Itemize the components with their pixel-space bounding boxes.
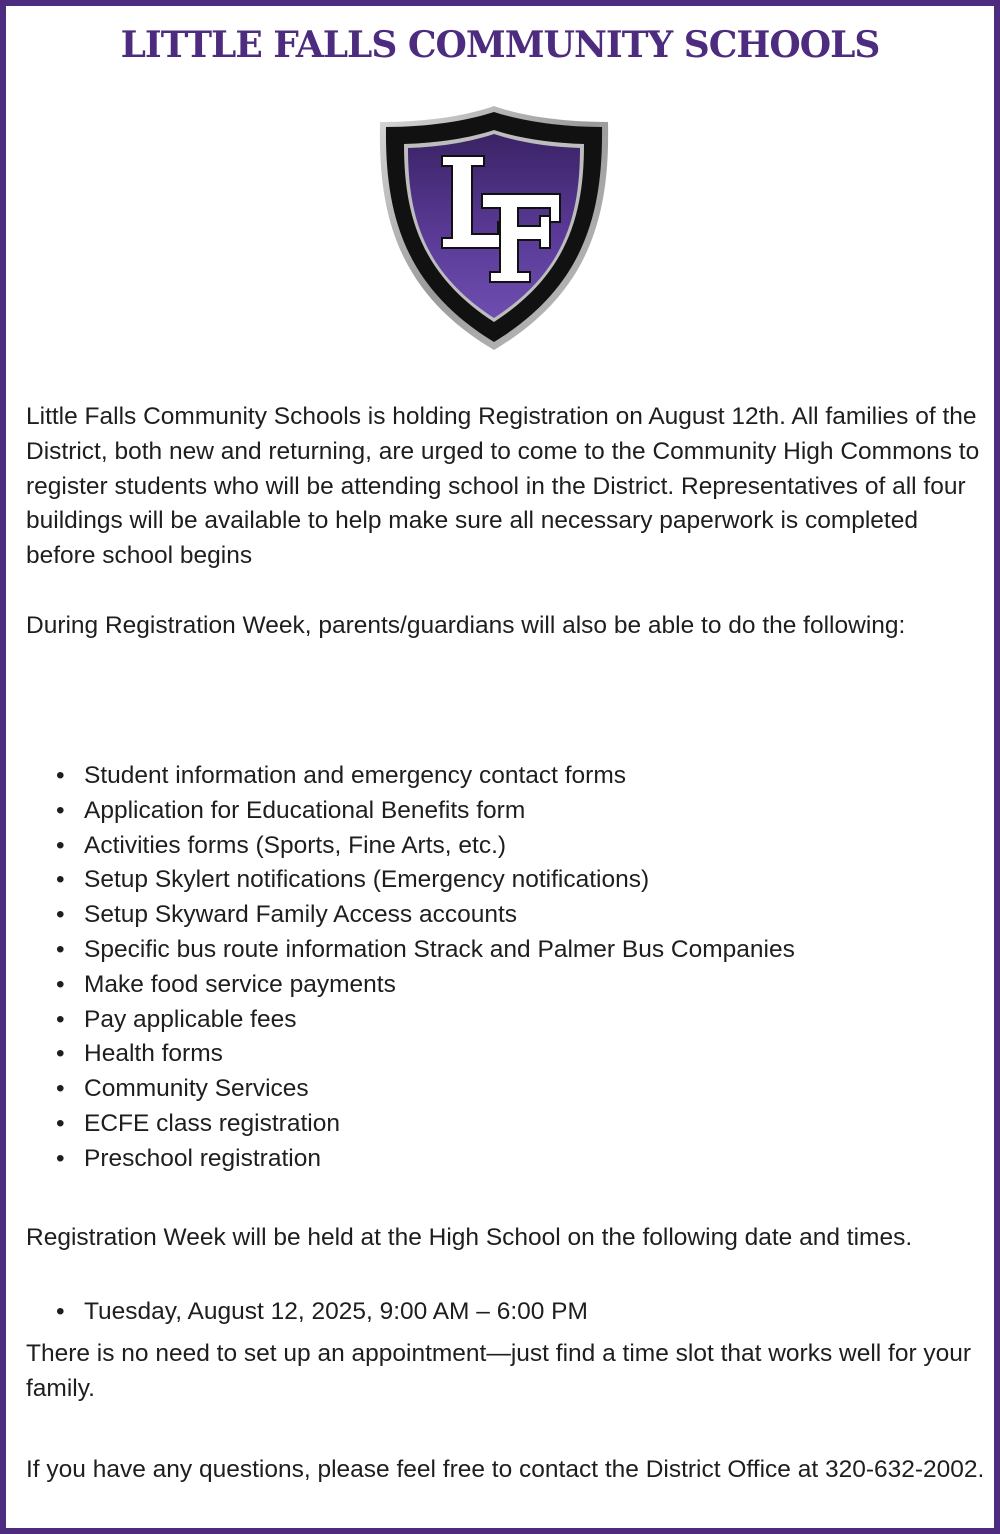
shield-logo-icon xyxy=(372,102,616,354)
list-item: • Community Services xyxy=(56,1072,795,1107)
list-item: • Specific bus route information Strack and Palmer Bus Companies xyxy=(56,933,795,968)
list-item: • Setup Skyward Family Access accounts xyxy=(56,898,795,933)
no-appointment-paragraph: There is no need to set up an appointment—just find a time slot that works well for your family. xyxy=(26,1340,972,1402)
date-item: • Tuesday, August 12, 2025, 9:00 AM – 6:00 PM xyxy=(56,1295,588,1330)
list-item: • Pay applicable fees xyxy=(56,1003,795,1038)
list-item: • Activities forms (Sports, Fine Arts, etc.) xyxy=(56,829,795,864)
list-item: • ECFE class registration xyxy=(56,1107,795,1142)
list-item: • Application for Educational Benefits form xyxy=(56,794,795,829)
contact-paragraph: If you have any questions, please feel free to contact the District Office at 320-632-2002. xyxy=(26,1456,985,1483)
during-paragraph: During Registration Week, parents/guardians will also be able to do the following: xyxy=(26,612,906,639)
list-item: • Preschool registration xyxy=(56,1142,795,1177)
registration-paragraph: Registration Week will be held at the High School on the following date and times. xyxy=(26,1224,913,1251)
page-title: LITTLE FALLS COMMUNITY SCHOOLS xyxy=(120,24,880,66)
list-item: • Health forms xyxy=(56,1037,795,1072)
list-item: • Setup Skylert notifications (Emergency notifications) xyxy=(56,863,795,898)
list-item: • Student information and emergency contact forms xyxy=(56,759,795,794)
list-item: • Make food service payments xyxy=(56,968,795,1003)
intro-paragraph: Little Falls Community Schools is holding Registration on August 12th. All families of the District, both new and returning, are urged to come to the Community High Commons to register students who will be attending school in the District. Representatives of all four buildings will be available to help make sure all necessary paperwork is completed before school begins xyxy=(26,403,980,570)
date-list xyxy=(56,1295,588,1330)
services-list xyxy=(56,759,795,1177)
